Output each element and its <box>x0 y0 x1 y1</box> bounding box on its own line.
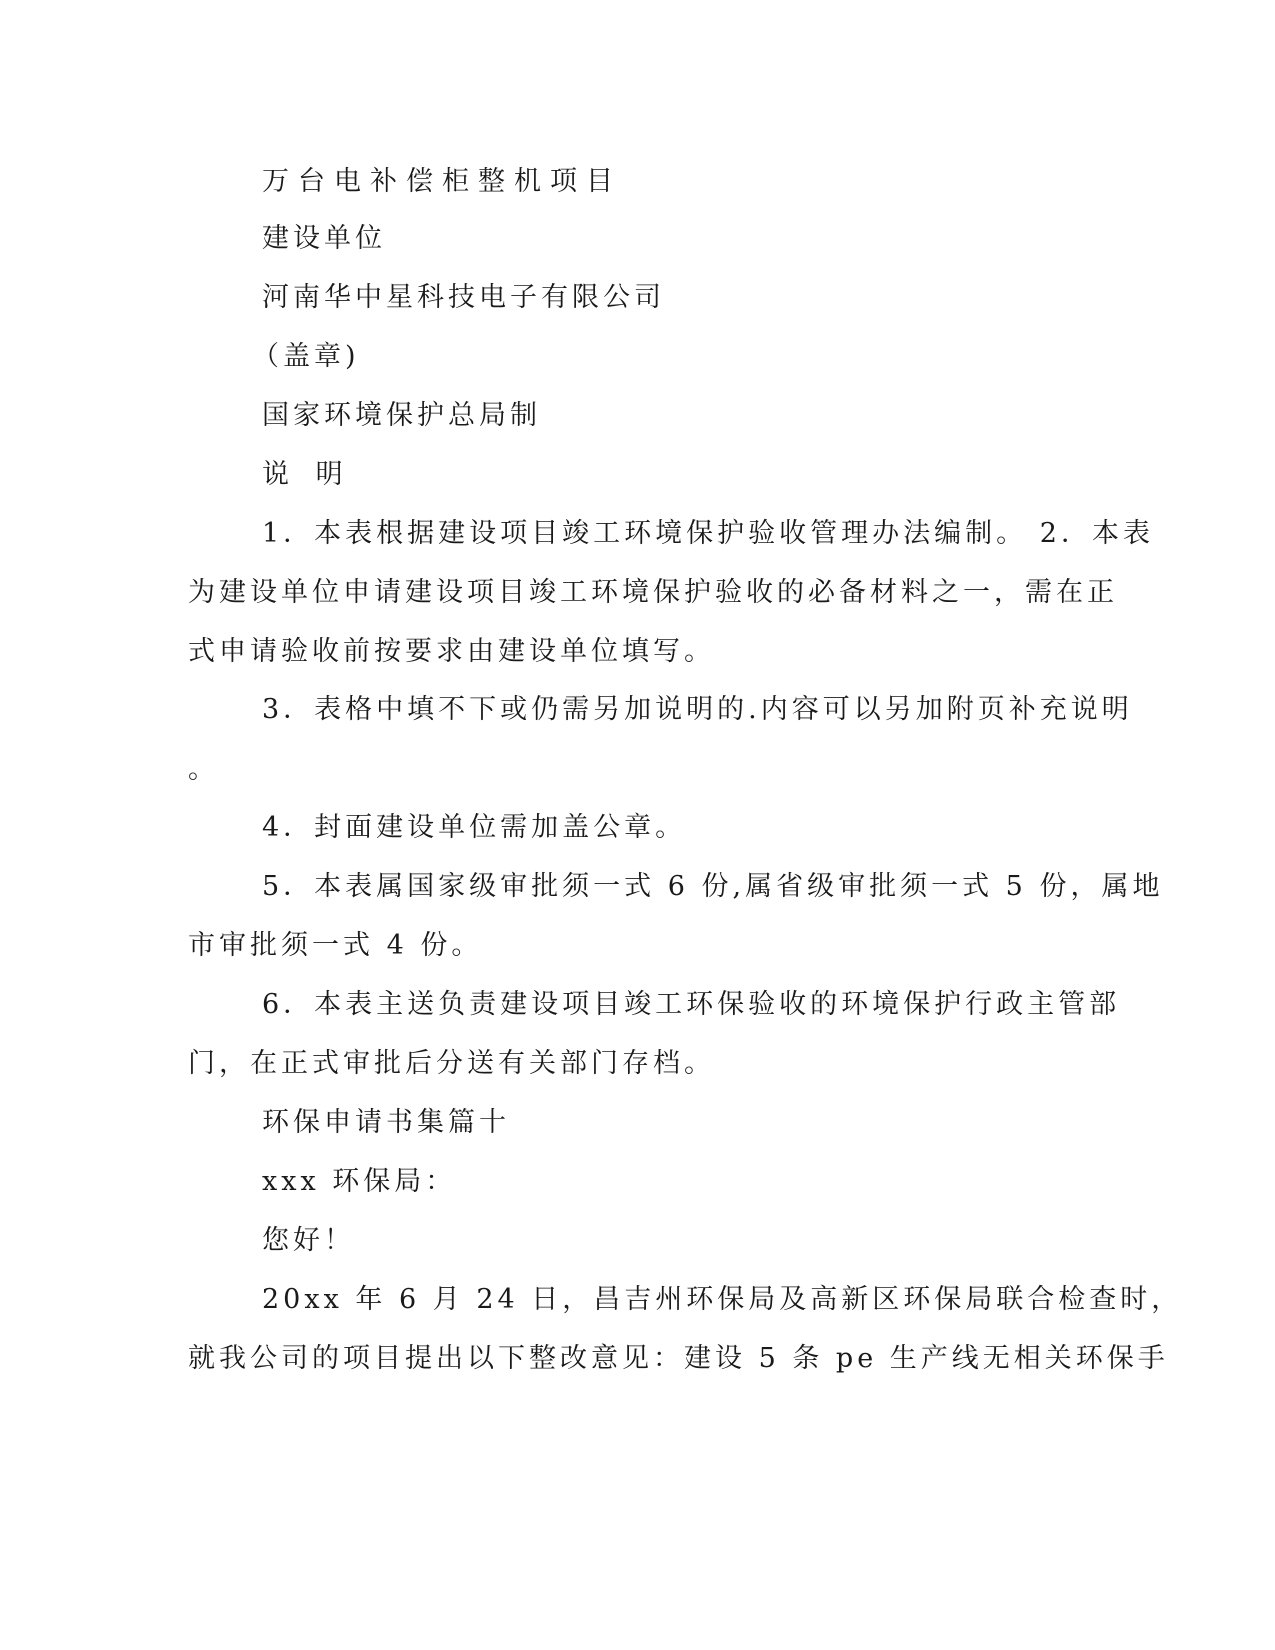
instruction-line: 。 <box>188 754 219 785</box>
project-title: 万台电补偿柜整机项目 <box>262 166 622 197</box>
instruction-line: 式申请验收前按要求由建设单位填写。 <box>188 636 715 667</box>
seal-note: （盖章) <box>252 341 360 372</box>
instructions-heading: 说 明 <box>262 459 352 490</box>
section-title: 环保申请书集篇十 <box>262 1107 510 1138</box>
construction-unit-label: 建设单位 <box>262 223 386 254</box>
instruction-line: 市审批须一式 4 份。 <box>188 930 483 961</box>
instruction-line: 为建设单位申请建设项目竣工环境保护验收的必备材料之一，需在正 <box>188 577 1118 608</box>
letter-salutation: xxx 环保局： <box>262 1166 457 1197</box>
instruction-line: 5．本表属国家级审批须一式 6 份,属省级审批须一式 5 份，属地 <box>262 871 1164 902</box>
letter-body-line: 就我公司的项目提出以下整改意见：建设 5 条 pe 生产线无相关环保手 <box>188 1343 1169 1374</box>
instruction-line: 1．本表根据建设项目竣工环境保护验收管理办法编制。 2．本表 <box>262 518 1154 549</box>
letter-greeting: 您好！ <box>262 1225 355 1256</box>
issuing-authority: 国家环境保护总局制 <box>262 400 541 431</box>
instruction-line: 6．本表主送负责建设项目竣工环保验收的环境保护行政主管部 <box>262 989 1121 1020</box>
instruction-line: 门，在正式审批后分送有关部门存档。 <box>188 1048 715 1079</box>
instruction-line: 3．表格中填不下或仍需另加说明的.内容可以另加附页补充说明 <box>262 694 1133 725</box>
company-name: 河南华中星科技电子有限公司 <box>262 282 665 313</box>
instruction-line: 4．封面建设单位需加盖公章。 <box>262 812 687 843</box>
letter-body-line: 20xx 年 6 月 24 日，昌吉州环保局及高新区环保局联合检查时， <box>262 1284 1183 1315</box>
